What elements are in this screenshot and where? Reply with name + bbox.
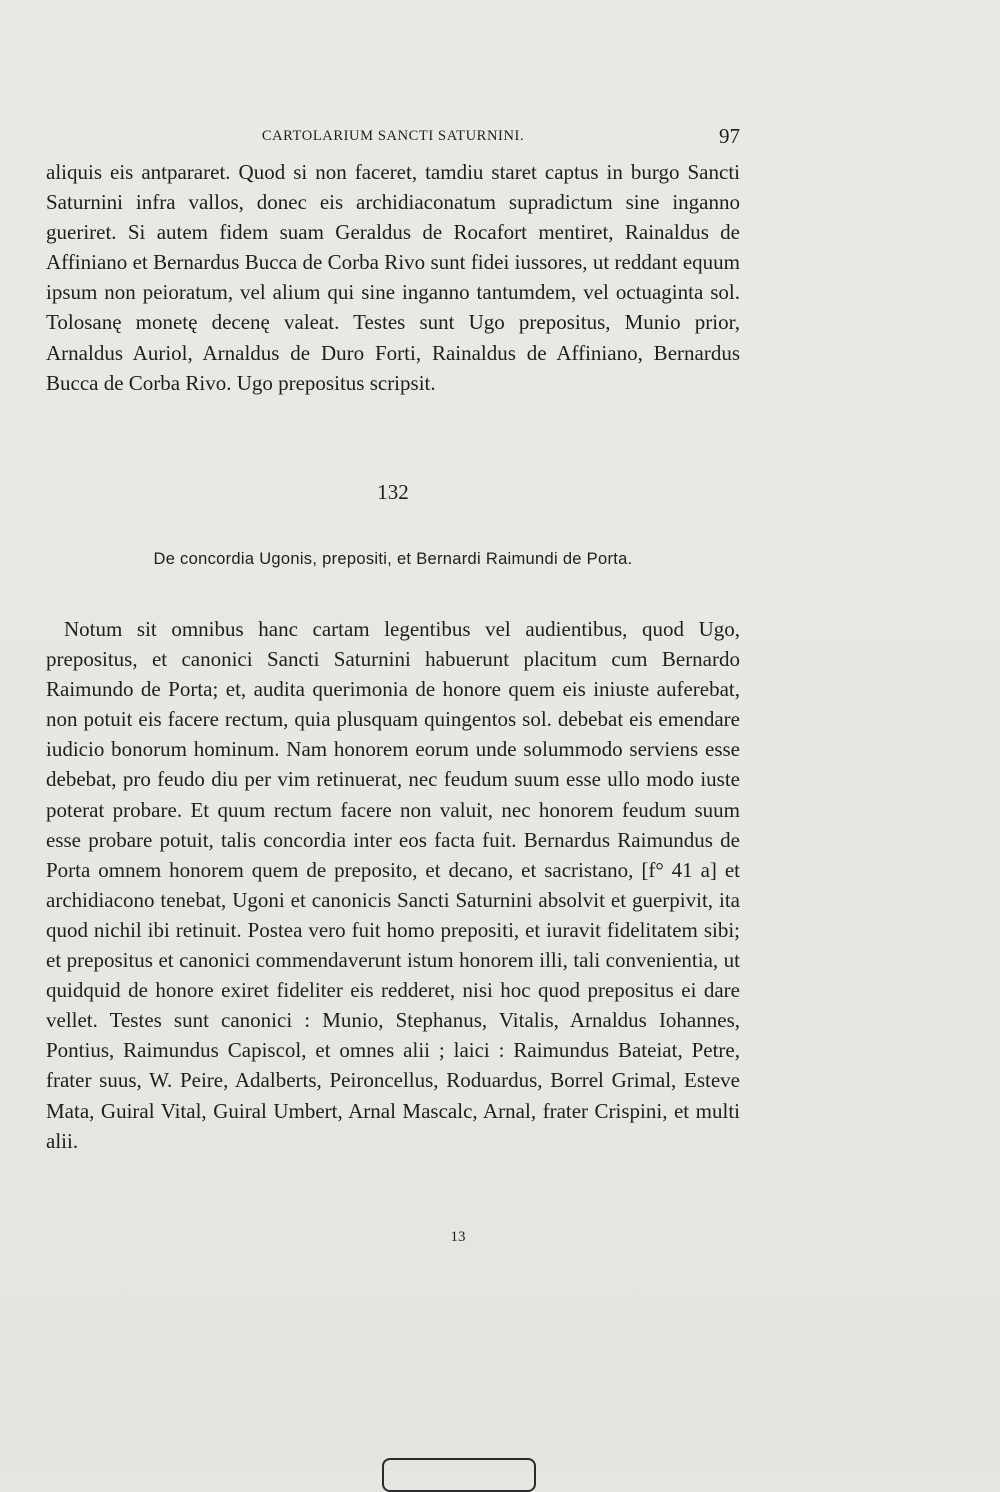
charter-heading: De concordia Ugonis, prepositi, et Bernardi Raimundi de Porta. [153,550,633,568]
signature-mark: 13 [450,1229,466,1245]
charter-number: 132 [377,480,409,504]
page-number: 97 [719,124,740,148]
running-head [46,124,740,150]
bottom-edge-mark [382,1458,536,1492]
previous-charter-text: aliquis eis antpararet. Quod si non faceret, tamdiu staret captus in burgo Sancti Saturnini infra vallos, donec eis archidiaconatum supradictum sine inganno gueriret. Si autem fidem suam Geraldus de Rocafort mentiret, Rainaldus de Affiniano et Bernardus Bucca de Corba Rivo sunt fidei iussores, ut reddant equum ipsum non peioratum, vel alium qui sine inganno tantumdem, vel octuaginta sol. Tolosanę monetę decenę valeat. Testes sunt Ugo prepositus, Munio prior, Arnaldus Auriol, Arnaldus de Duro Forti, Rainaldus de Affiniano, Bernardus Bucca de Corba Rivo. Ugo prepositus scripsit. [46,160,740,395]
charter-text: Notum sit omnibus hanc cartam legentibus vel audientibus, quod Ugo, prepositus, et canonici Sancti Saturnini habuerunt placitum cum Bernardo Raimundo de Porta; et, audita querimonia de honore quem eis iniuste auferebat, non potuit eis facere rectum, quia plusquam quingentos sol. debebat eis emendare iudicio bonorum hominum. Nam honorem eorum unde solummodo serviens esse debebat, pro feudo diu per vim retinuerat, nec feudum suum esse ullo modo iuste poterat probare. Et quum rectum facere non valuit, nec honorem feudum suum esse probare potuit, talis concordia inter eos facta fuit. Bernardus Raimundus de Porta omnem honorem quem de preposito, et decano, et sacristano, [f° 41 a] et archidiacono tenebat, Ugoni et canonicis Sancti Saturnini absolvit et guerpivit, ita quod nichil ibi retinuit. Postea vero fuit homo prepositi, et iuravit fidelitatem sibi; et prepositus et canonici commendaverunt istum honorem illi, tali convenientia, ut quidquid de honore exiret fideliter eis redderet, nisi hoc quod prepositus ei dare vellet. Testes sunt canonici : Munio, Stephanus, Vitalis, Arnaldus Iohannes, Pontius, Raimundus Capiscol, et omnes alii ; laici : Raimundus Bateiat, Petre, frater suus, W. Peire, Adalberts, Peironcellus, Roduardus, Borrel Grimal, Esteve Mata, Guiral Vital, Guiral Umbert, Arnal Mascalc, Arnal, frater Crispini, et multi alii. [46,617,740,1153]
running-title: CARTOLARIUM SANCTI SATURNINI. [261,128,525,144]
